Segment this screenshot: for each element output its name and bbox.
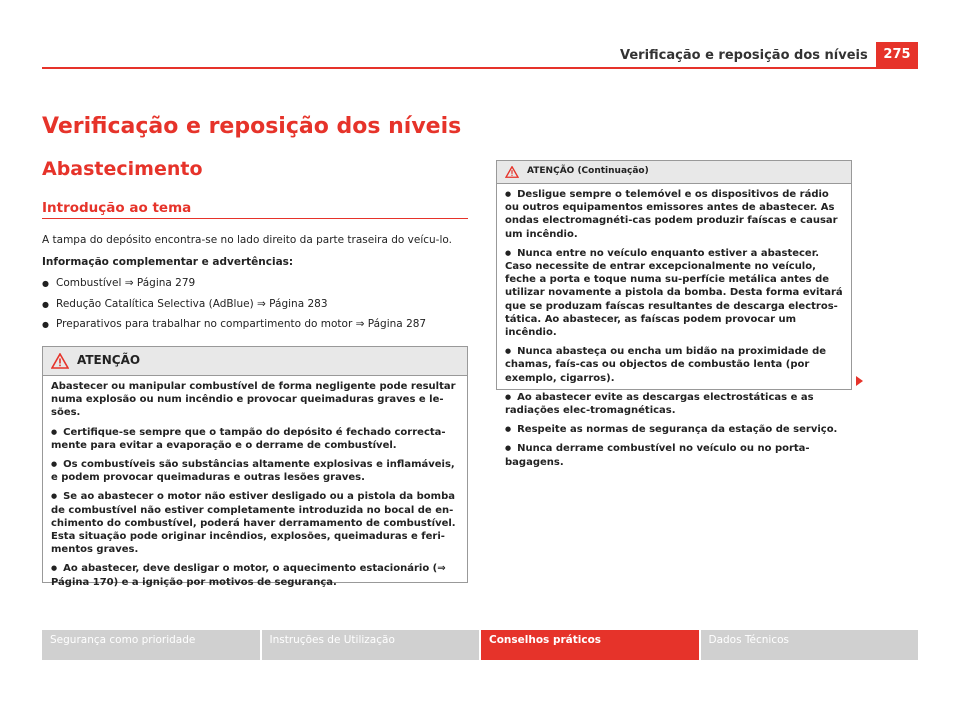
- subsection-rule: [42, 218, 468, 219]
- warning-box-continued: [496, 160, 852, 468]
- warning-header: [497, 161, 851, 184]
- warning-triangle-icon: [51, 353, 69, 369]
- warning-item: ● Nunca entre no veículo enquanto estiver a abastecer. Caso necessite de entrar excepcionalmente no veículo, feche a porta e toque numa su-perfície metálica antes de utilizar novamente a pistola da bomba. Desta forma evitará que se produzam faíscas resultantes de descarga electros-tática. Ao abastecer, as faíscas podem provocar um incêndio.: [505, 247, 843, 339]
- warning-item: ● Ao abastecer evite as descargas electrostáticas e as radiações elec-tromagnéticas.: [505, 391, 814, 417]
- footer-tab-instructions[interactable]: Instruções de Utilização: [262, 630, 482, 660]
- footer-tab-safety[interactable]: Segurança como prioridade: [42, 630, 262, 660]
- intro-paragraph: A tampa do depósito encontra-se no lado direito da parte traseira do veícu-lo.: [42, 234, 452, 246]
- warning-body: [43, 376, 467, 601]
- running-header-title: Verificação e reposição dos níveis: [620, 48, 868, 63]
- section-heading: Abastecimento: [42, 158, 203, 180]
- warning-item: ● Desligue sempre o telemóvel e os dispositivos de rádio ou outros equipamentos emissores antes de abastecer. As ondas electromagnéti-cas podem produzir faíscas e causar um incêndio.: [505, 189, 838, 240]
- footer-nav: [42, 630, 918, 660]
- subsection-heading: Introdução ao tema: [42, 200, 192, 216]
- warning-item: ● Se ao abastecer o motor não estiver desligado ou a pistola da bomba de combustível não estiver completamente introduzida no bocal de en-chimento do combustível, poderá haver derramamento de combustível. Esta situação pode originar incêndios, explosões, queimaduras e feri-mentos graves.: [51, 491, 456, 556]
- info-title: Informação complementar e advertências:: [42, 255, 294, 268]
- page-number: 275: [876, 42, 918, 67]
- footer-tab-practical-advice[interactable]: Conselhos práticos: [481, 630, 701, 660]
- warning-item: ● Os combustíveis são substâncias altamente explosivas e inflamáveis, e podem provocar queimaduras e outras lesões graves.: [51, 459, 455, 484]
- left-column-text: [42, 234, 468, 339]
- warning-title: ATENÇÃO: [77, 353, 141, 368]
- warning-header: [43, 347, 467, 376]
- warning-body: [497, 184, 851, 481]
- warning-box: [42, 346, 468, 588]
- warning-triangle-icon: [505, 166, 519, 178]
- warning-intro: Abastecer ou manipular combustível de forma negligente pode resultar numa explosão ou num incêndio e provocar queimaduras graves e le-sões.: [51, 381, 456, 419]
- continue-arrow-icon: [856, 376, 863, 386]
- warning-item: ● Nunca derrame combustível no veículo ou no porta-bagagens.: [505, 443, 810, 468]
- chapter-heading: Verificação e reposição dos níveis: [42, 114, 462, 139]
- warning-item: ● Respeite as normas de segurança da estação de serviço.: [505, 424, 838, 436]
- info-item[interactable]: ● Redução Catalítica Selectiva (AdBlue) ⇒ Página 283: [42, 298, 468, 312]
- footer-tab-technical-data[interactable]: Dados Técnicos: [701, 630, 919, 660]
- header-rule: [42, 67, 918, 69]
- info-item[interactable]: ● Preparativos para trabalhar no compartimento do motor ⇒ Página 287: [42, 318, 468, 332]
- warning-item: ● Ao abastecer, deve desligar o motor, o aquecimento estacionário (⇒ Página 170) e a ignição por motivos de segurança.: [51, 563, 446, 588]
- warning-item: ● Nunca abasteça ou encha um bidão na proximidade de chamas, faís-cas ou objectos de combustão lenta (por exemplo, cigarros).: [505, 346, 827, 384]
- warning-item: ● Certifique-se sempre que o tampão do depósito é fechado correcta-mente para evitar a evaporação e o derrame de combustível.: [51, 426, 446, 451]
- warning-title: ATENÇÃO (Continuação): [527, 166, 649, 177]
- info-item[interactable]: ● Combustível ⇒ Página 279: [42, 277, 468, 291]
